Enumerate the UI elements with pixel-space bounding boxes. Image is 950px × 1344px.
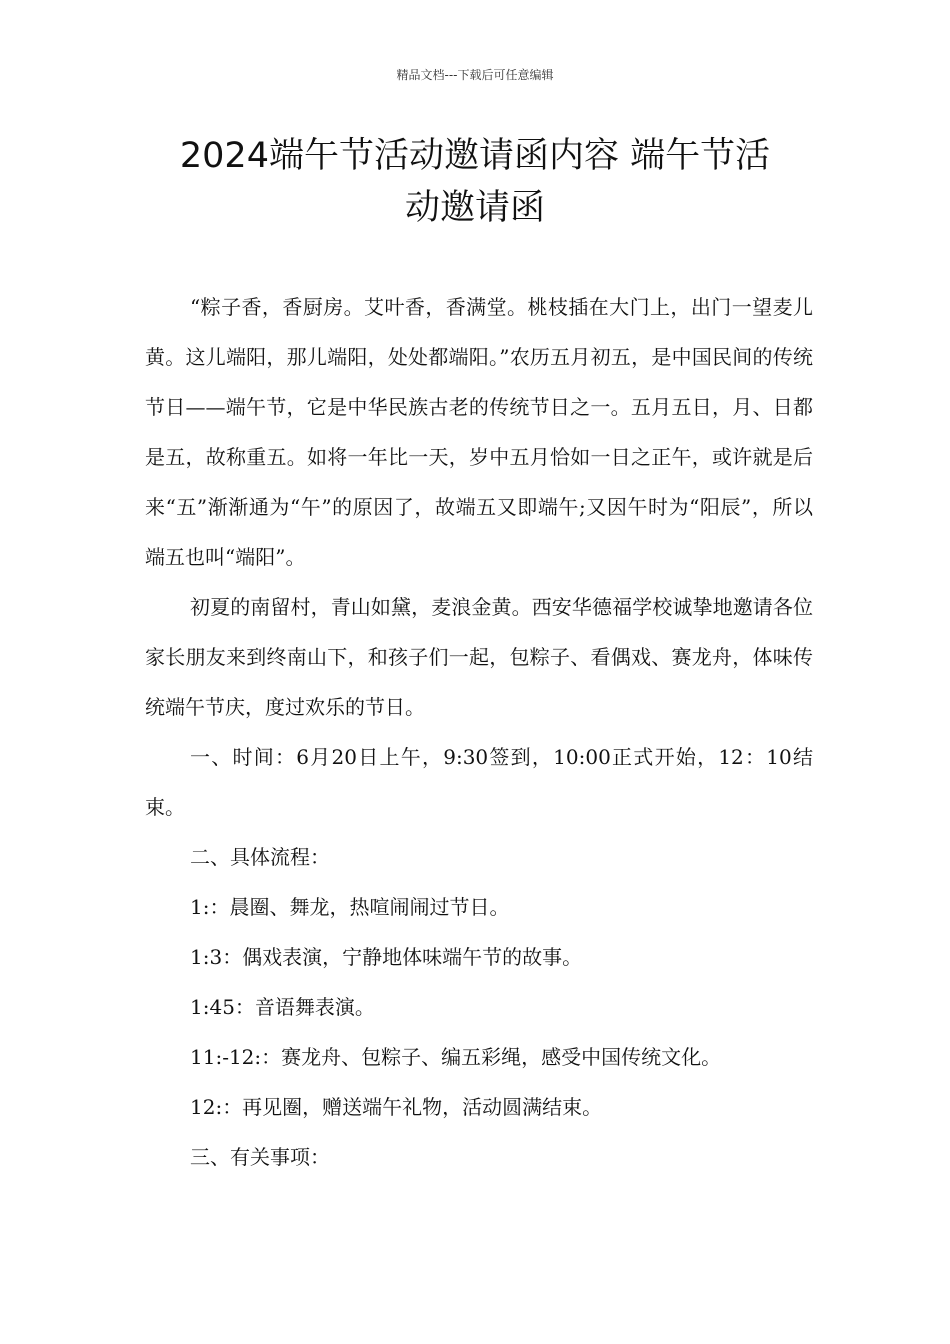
process-item: 11:-12:：赛龙舟、包粽子、编五彩绳，感受中国传统文化。	[190, 1045, 722, 1069]
section-heading-process: 二、具体流程：	[190, 845, 330, 869]
process-item: 1:：晨圈、舞龙，热喧闹闹过节日。	[190, 895, 510, 919]
process-item: 12:：再见圈，赠送端午礼物，活动圆满结束。	[190, 1095, 603, 1119]
document-body	[145, 282, 813, 1182]
title-line-2: 动邀请函	[404, 188, 545, 228]
document-title	[120, 130, 830, 234]
paragraph-time: 一、时间：6月20日上午，9:30签到，10:00正式开始，12：10结束。	[145, 745, 813, 819]
title-line-1: 2024端午节活动邀请函内容 端午节活	[179, 136, 771, 176]
page-header-note: 精品文档---下载后可任意编辑	[396, 68, 554, 82]
process-item: 1:3：偶戏表演，宁静地体味端午节的故事。	[190, 945, 583, 969]
paragraph-invitation: 初夏的南留村，青山如黛，麦浪金黄。西安华德福学校诚挚地邀请各位家长朋友来到终南山下，和孩子们一起，包粽子、看偶戏、赛龙舟，体味传统端午节庆，度过欢乐的节日。	[145, 595, 813, 719]
process-item: 1:45：音语舞表演。	[190, 995, 375, 1019]
paragraph-intro: “粽子香，香厨房。艾叶香，香满堂。桃枝插在大门上，出门一望麦儿黄。这儿端阳，那儿端阳，处处都端阳。”农历五月初五，是中国民间的传统节日——端午节，它是中华民族古老的传统节日之一。五月五日，月、日都是五，故称重五。如将一年比一天，岁中五月恰如一日之正午，或许就是后来“五”渐渐通为“午”的原因了，故端五又即端午;又因午时为“阳辰”，所以端五也叫“端阳”。	[145, 295, 813, 569]
section-heading-matters: 三、有关事项：	[190, 1145, 330, 1169]
